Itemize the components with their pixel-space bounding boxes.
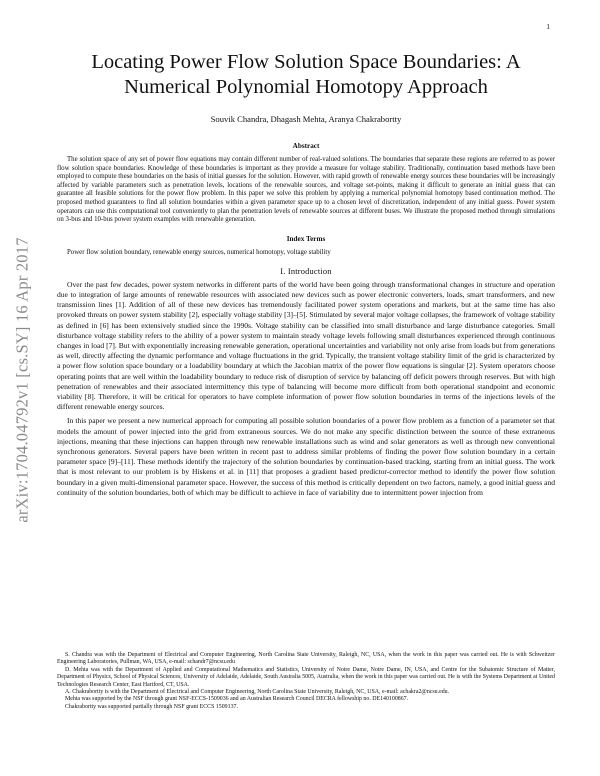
intro-paragraph-1: Over the past few decades, power system networks in different parts of the world have been going through transformational changes in structure and operation due to integration of large amounts of renewable resources with associated new devices such as power electronic converters, loads, smart transformers, and new transmission lines [1]. Addition of all of these new devices has tremendously facilitated power system operations and markets, but at the same time has also provoked threats on power system stability [2], especially voltage stability [3]–[5]. Stimulated by several major voltage collapses, the framework of voltage stability as defined in [6] has been extensively studied since the 1990s. Voltage stability can be classified into small disturbance and large disturbance categories. Small disturbance voltage stability refers to the ability of a power system to maintain steady voltage levels following small disturbances experienced through continuous changes in load [7]. But with exponentially increasing renewable generation, operational uncertainties and variability not only arise from loads but from generations as well, directly affecting the dynamic performance and voltage fluctuations in the grid. Typically, the transient voltage stability limit of the grid is characterized by a power flow solution space boundary or a loadability boundary at which the Jacobian matrix of the power flow equations is singular [2]. System operators choose operating points that are well within the loadability boundary to reduce risk of disruption of service by balancing off deficit powers through reserves. But with high penetration of renewables and their associated intermittency this type of balancing will become more difficult from both operational standpoint and economic viability [8]. Therefore, it will be critical for operators to have complete information of power flow solution boundaries in terms of the injections levels of the different renewable energy sources. <box>57 279 555 412</box>
footnote-chandra: S. Chandra was with the Department of Electrical and Computer Engineering, North Carolina State University, Raleigh, NC, USA, when the work in this paper was carried out. He is with Schweitzer Engineering Laboratories, Pullman, WA, USA, e-mail: schandr7@ncsu.edu <box>57 652 555 666</box>
abstract-text: The solution space of any set of power flow equations may contain different number of real-valued solutions. The boundaries that separate these regions are referred to as power flow solution space boundaries. Knowledge of these boundaries is important as they provide a measure for voltage stability. Traditionally, continuation based methods have been employed to compute these boundaries on the basis of initial guesses for the solution. However, with rapid growth of renewable energy sources these boundaries will be increasingly affected by variable parameters such as penetration levels, locations of the renewable sources, and voltage set-points, making it difficult to generate an initial guess that can guarantee all feasible solutions for the power flow problem. In this paper we solve this problem by applying a numerical polynomial homotopy based continuation method. The proposed method guarantees to find all solution boundaries within a given parameter space up to a chosen level of discretization, independent of any initial guess. Power system operators can use this computational tool conveniently to plan the penetration levels of renewable sources at different buses. We illustrate the proposed method through simulations on 3-bus and 10-bus power system examples with renewable generation. <box>57 156 555 224</box>
footnote-chakrabortty: A. Chakrabortty is with the Department of Electrical and Computer Engineering, North Carolina State University, Raleigh, NC, USA, e-mail: achakra2@ncsu.edu. <box>65 689 450 696</box>
paper-body <box>57 40 555 498</box>
page-number: 1 <box>546 22 550 31</box>
footnotes <box>57 652 555 711</box>
index-terms-text: Power flow solution boundary, renewable energy sources, numerical homotopy, voltage stability <box>67 248 331 256</box>
footnote-funding-chakrabortty: Chakrabortty was supported partially through NSF grant ECCS 1509137. <box>65 703 238 710</box>
section-title-introduction: I. Introduction <box>280 266 332 276</box>
index-terms-heading: Index Terms <box>286 234 326 243</box>
intro-paragraph-2: In this paper we present a new numerical approach for computing all possible solution boundaries of a power flow problem as a function of a parameter set that models the amount of power injected into the grid from extraneous sources. We do not make any specific distinction between the source of these extraneous injections, meaning that these injections can happen through new renewable installations such as wind and solar generators as well as through new conventional synchronous generators. Several papers have been written in recent past to address similar problems of finding the power flow solution boundary in a certain parameter space [9]–[11]. These methods identify the trajectory of the solution boundaries by continuation-based tracking, starting from an initial guess. The work that is most relevant to our problem is by Hiskens et al. in [11] that proposes a gradient based predictor-corrector method to identify the power flow solution boundary in a given multi-dimensional parameter space. However, the success of this method is critically dependent on two factors, namely, a good initial guess and continuity of the solution boundaries, both of which may be difficult to achieve in face of variability due to intermittent power injection from <box>57 416 555 497</box>
abstract-heading: Abstract <box>292 142 320 150</box>
footnote-mehta: D. Mehta was with the Department of Applied and Computational Mathematics and Statistics, University of Notre Dame, Notre Dame, IN, USA, and Centre for the Subatomic Structure of Matter, Department of Physics, School of Physical Sciences, University of Adelaide, Adelaide, South Australia 5005, Australia, when the work in this paper was carried out. He is with the Systems Department at United Technologies Research Center, East Hartford, CT, USA. <box>57 666 555 688</box>
arxiv-stamp-text: arXiv:1704.04792v1 [cs.SY] 16 Apr 2017 <box>13 237 32 523</box>
arxiv-stamp <box>8 170 38 590</box>
footnote-funding-mehta: Mehta was supported by the NSF through grant NSF-ECCS-1509036 and an Australian Research Council DECRA fellowship no. DE140100867. <box>65 696 409 703</box>
author-list: Souvik Chandra, Dhagash Mehta, Aranya Chakrabortty <box>210 114 402 124</box>
paper-title: Locating Power Flow Solution Space Boundaries: A Numerical Polynomial Homotopy Approach <box>91 51 521 98</box>
